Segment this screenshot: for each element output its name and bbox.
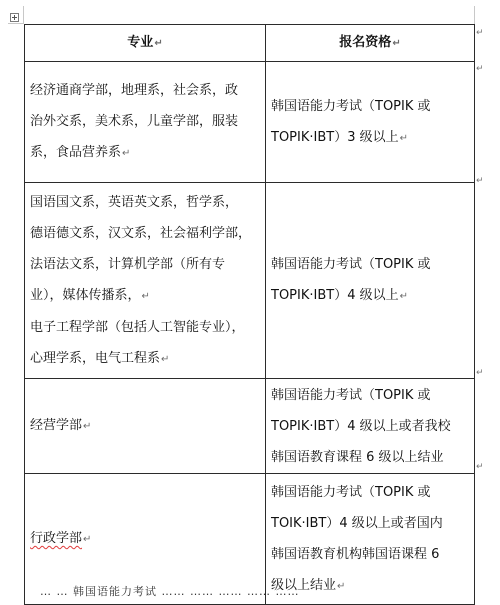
row-end-mark: ↵ — [476, 368, 484, 378]
major-cell — [25, 62, 266, 183]
qualification-cell — [266, 62, 475, 183]
admission-requirements-table — [24, 24, 475, 605]
major-cell — [25, 379, 266, 474]
major-cell — [25, 183, 266, 379]
margin-guide — [23, 6, 24, 24]
qualification-line: 韩国语能力考试（TOPIK 或 — [271, 484, 431, 500]
major-line: 法语法文系，计算机学部（所有专 — [30, 256, 226, 272]
qualification-line: 级以上结业↵ — [271, 577, 346, 593]
major-line: 德语德文系，汉文系，社会福利学部， — [30, 225, 252, 241]
qualification-line: TOPIK·IBT）3 级以上↵ — [271, 129, 408, 145]
qualification-line: 韩国语能力考试（TOPIK 或 — [271, 387, 431, 403]
row-end-mark: ↵ — [476, 176, 484, 186]
qualification-line: TOIK·IBT）4 级以上或者国内 — [271, 515, 443, 531]
major-line: 电子工程学部（包括人工智能专业）， — [30, 319, 245, 335]
qualification-line: TOPIK·IBT）4 级以上或者我校 — [271, 418, 451, 434]
qualification-cell — [266, 183, 475, 379]
table-header-row — [25, 25, 475, 62]
qualification-line: TOPIK·IBT）4 级以上↵ — [271, 288, 408, 303]
table-move-handle-icon[interactable] — [10, 13, 19, 22]
qualification-line: 韩国语能力考试（TOPIK 或 — [271, 257, 431, 272]
row-end-mark: ↵ — [476, 28, 484, 38]
row-end-mark: ↵ — [476, 64, 484, 74]
major-line: 治外交系，美术系，儿童学部，服装 — [30, 114, 239, 129]
header-qualification: 报名资格↵ — [266, 25, 475, 62]
major-line: 行政学部↵ — [30, 531, 92, 546]
major-line: 经营学部↵ — [30, 418, 92, 433]
margin-guide — [8, 23, 24, 24]
qualification-line: 韩国语能力考试（TOPIK 或 — [271, 98, 431, 114]
qualification-cell — [266, 379, 475, 474]
table-row — [25, 183, 475, 379]
major-line: 心理学系，电气工程系↵ — [30, 350, 170, 366]
row-end-mark: ↵ — [476, 462, 484, 472]
major-line: 系，食品营养系↵ — [30, 145, 131, 160]
qualification-line: 韩国语教育机构韩国语课程 6 — [271, 546, 440, 562]
qualification-line: 韩国语教育课程 6 级以上结业 — [271, 449, 444, 465]
table-row — [25, 62, 475, 183]
major-line: 经济通商学部，地理系，社会系，政 — [30, 83, 239, 98]
header-major: 专业↵ — [25, 25, 266, 62]
table-row — [25, 379, 475, 474]
major-line: 业），媒体传播系，↵ — [30, 287, 150, 303]
major-line: 国语国文系，英语英文系，哲学系， — [30, 194, 239, 210]
margin-guide — [474, 6, 475, 24]
partial-text-line: … … 韩国语能力考试 …… …… …… …… …… — [40, 585, 300, 598]
